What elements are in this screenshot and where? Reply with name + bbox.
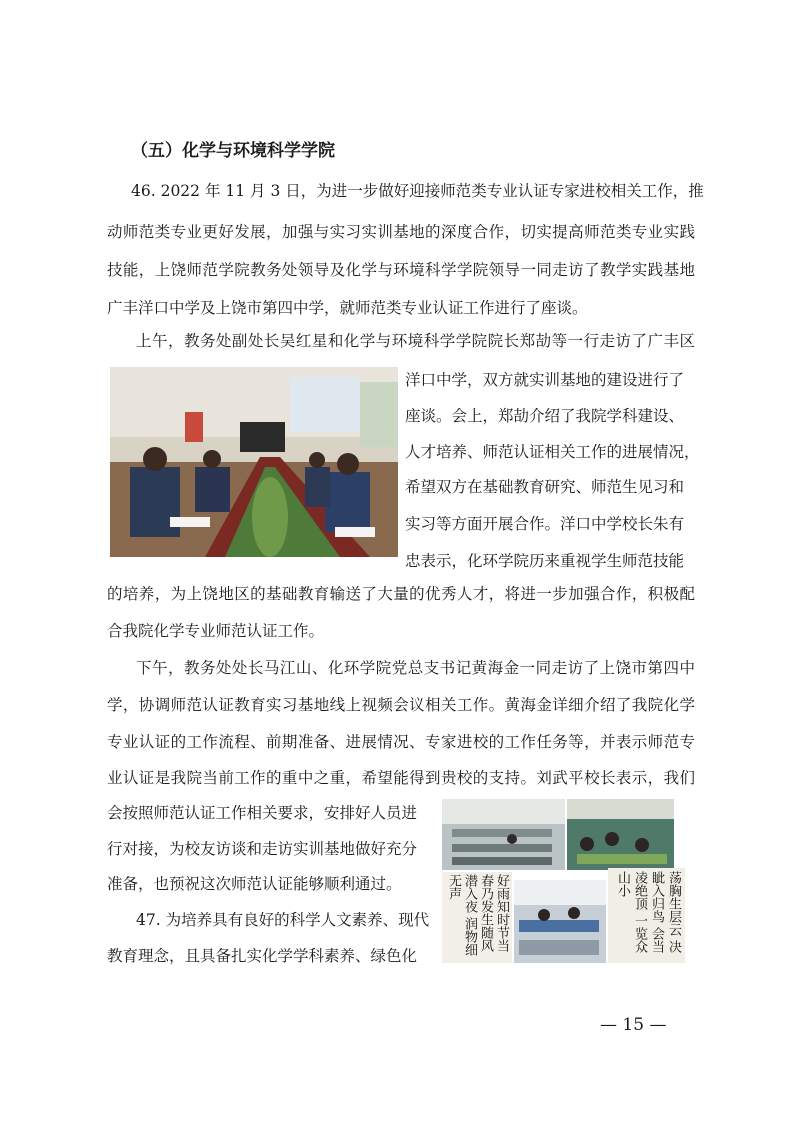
classroom-photo-1 <box>442 799 565 870</box>
classroom-photo-3 <box>514 880 606 963</box>
paragraph-line: 实习等方面开展合作。洋口中学校长朱有 <box>405 515 685 533</box>
calligraphy-column: 好雨知时节当 <box>494 874 509 952</box>
paragraph-line: 座谈。会上，郑劼介绍了我院学科建设、 <box>405 407 685 425</box>
paragraph-line: 会按照师范认证工作相关要求，安排好人员进 <box>107 804 418 822</box>
paragraph-line: 行对接，为校友访谈和走访实训基地做好充分 <box>107 840 418 858</box>
paragraph-line: 教育理念，且具备扎实化学学科素养、绿色化 <box>107 947 418 965</box>
calligraphy-column: 荡胸生层云 <box>666 871 681 936</box>
classroom-photo-2 <box>567 799 674 870</box>
paragraph-line: 忠表示，化环学院历来重视学生师范技能 <box>405 552 685 570</box>
paragraph-line: 专业认证的工作流程、前期准备、进展情况、专家进校的工作任务等，并表示师范专 <box>107 733 695 751</box>
section-heading: （五）化学与环境科学学院 <box>131 141 335 161</box>
paragraph-line: 上午，教务处副处长吴红星和化学与环境科学学院院长郑劼等一行走访了广丰区 <box>136 332 695 350</box>
paragraph-line: 洋口中学，双方就实训基地的建设进行了 <box>405 371 685 389</box>
calligraphy-column: 润物细无声 <box>446 874 477 957</box>
paragraph-line: 46. 2022 年 11 月 3 日，为进一步做好迎接师范类专业认证专家进校相关工作，推 <box>131 182 704 200</box>
paragraph-line: 技能，上饶师范学院教务处领导及化学与环境科学学院领导一同走访了教学实践基地 <box>107 261 695 279</box>
calligraphy-column: 会当凌绝顶 <box>632 871 664 954</box>
meeting-photo <box>110 367 398 557</box>
calligraphy-column: 决眦入归鸟 <box>649 871 681 954</box>
calligraphy-column: 一览众山小 <box>615 871 647 954</box>
paragraph-line: 的培养，为上饶地区的基础教育输送了大量的优秀人才，将进一步加强合作，积极配 <box>107 585 695 603</box>
paragraph-line: 业认证是我院当前工作的重中之重，希望能得到贵校的支持。刘武平校长表示，我们 <box>107 769 695 787</box>
paragraph-line: 希望双方在基础教育研究、师范生见习和 <box>405 478 685 496</box>
paragraph-line: 下午，教务处处长马江山、化环学院党总支书记黄海金一同走访了上饶市第四中 <box>136 659 695 677</box>
paragraph-line: 广丰洋口中学及上饶市第四中学，就师范类专业认证工作进行了座谈。 <box>107 299 588 317</box>
paragraph-line: 人才培养、师范认证相关工作的进展情况， <box>405 443 700 461</box>
calligraphy-column: 春乃发生随风 <box>478 874 493 952</box>
paragraph-line: 动师范类专业更好发展，加强与实习实训基地的深度合作，切实提高师范类专业实践 <box>107 223 695 241</box>
calligraphy-column: 潜入夜 <box>462 874 477 913</box>
calligraphy-left <box>442 872 512 963</box>
page-number: — 15 — <box>600 1015 667 1035</box>
paragraph-line: 合我院化学专业师范认证工作。 <box>107 622 325 640</box>
paragraph-line: 47. 为培养具有良好的科学人文素养、现代 <box>136 911 430 929</box>
calligraphy-right <box>608 868 685 963</box>
paragraph-line: 准备，也预祝这次师范认证能够顺利通过。 <box>107 875 402 893</box>
paragraph-line: 学，协调师范认证教育实习基地线上视频会议相关工作。黄海金详细介绍了我院化学 <box>107 696 695 714</box>
